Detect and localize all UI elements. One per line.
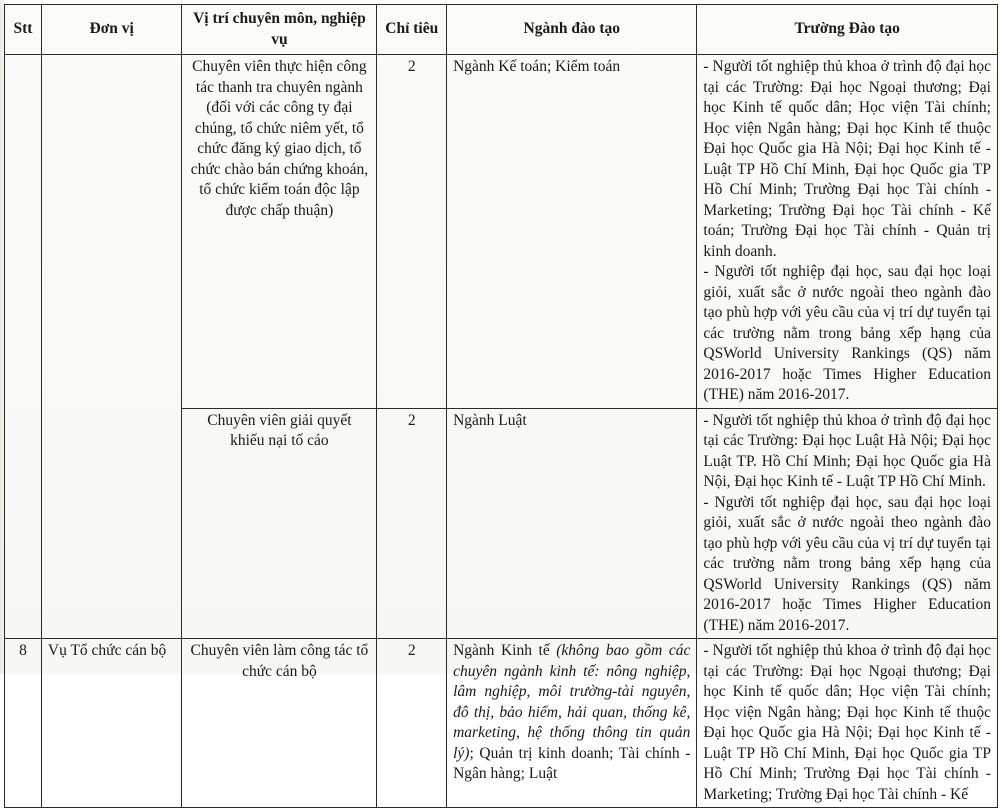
school-paragraph: - Người tốt nghiệp thủ khoa ở trình độ đại học tại các Trường: Đại học Ngoại thương; Đại học Kinh tế quốc dân; Học viện Tài chính; Học viện Ngân hàng; Đại học Kinh tế thuộc Đại học Quốc gia Hà Nội; Đại học Kinh tế - Luật TP Hồ Chí Minh, Đại học Quốc gia TP Hồ Chí Minh; Trường Đại học Tài chính - Marketing; Trường Đại học Tài chính - Kế: [703, 642, 991, 803]
header-row: [5, 5, 998, 55]
cell-position: Chuyên viên giải quyết khiếu nại tố cáo: [182, 408, 377, 639]
cell-position: Chuyên viên làm công tác tổ chức cán bộ: [182, 639, 377, 808]
header-unit: Đơn vị: [41, 5, 182, 55]
major-exclusion-note: (không bao gồm các chuyên ngành kinh tế: nông nghiệp, lâm nghiệp, môi trường-tài nguyên, đô thị, bảo hiểm, hải quan, thống kê, marketing, hệ thống thông tin quản lý): [453, 642, 691, 762]
recruitment-table: [4, 4, 998, 808]
school-paragraph: - Người tốt nghiệp thủ khoa ở trình độ đại học tại các Trường: Đại học Ngoại thương; Đại học Kinh tế quốc dân; Học viện Tài chính; Học viện Ngân hàng; Đại học Kinh tế thuộc Đại học Quốc gia Hà Nội; Đại học Kinh tế - Luật TP Hồ Chí Minh, Đại học Quốc gia TP Hồ Chí Minh; Trường Đại học Tài chính - Marketing; Trường Đại học Tài chính - Kế toán; Trường Đại học Tài chính - Quản trị kinh doanh.: [703, 58, 991, 260]
header-position: Vị trí chuyên môn, nghiệp vụ: [182, 5, 377, 55]
header-quota: Chỉ tiêu: [377, 5, 447, 55]
school-paragraph: - Người tốt nghiệp đại học, sau đại học loại giỏi, xuất sắc ở nước ngoài theo ngành đào tạo phù hợp với yêu cầu của vị trí dự tuyển tại các trường nằm trong bảng xếp hạng của QSWorld University Rankings (QS) năm 2016-2017 hoặc Times Higher Education (THE) năm 2016-2017.: [703, 263, 991, 403]
cell-position: Chuyên viên thực hiện công tác thanh tra chuyên ngành (đối với các công ty đại chúng, tổ chức niêm yết, tổ chức đăng ký giao dịch, tổ chức chào bán chứng khoán, tổ chức kiểm toán độc lập được chấp thuận): [182, 55, 377, 409]
cell-major: Ngành Kế toán; Kiểm toán: [447, 55, 697, 409]
cell-stt: 8: [5, 639, 42, 808]
cell-stt: [5, 55, 42, 639]
cell-school: [697, 639, 998, 808]
table-row: [5, 639, 998, 808]
major-lead-text: Ngành Kinh tế: [453, 642, 557, 659]
header-stt: Stt: [5, 5, 42, 55]
table-row: [5, 55, 998, 409]
cell-quota: 2: [377, 408, 447, 639]
cell-quota: 2: [377, 639, 447, 808]
school-paragraph: - Người tốt nghiệp đại học, sau đại học loại giỏi, xuất sắc ở nước ngoài theo ngành đào tạo phù hợp với yêu cầu của vị trí dự tuyển tại các trường nằm trong bảng xếp hạng của QSWorld University Rankings (QS) năm 2016-2017 hoặc Times Higher Education (THE) năm 2016-2017.: [703, 493, 991, 634]
cell-major: Ngành Luật: [447, 408, 697, 639]
major-tail-text: ; Quản trị kinh doanh; Tài chính - Ngân hàng; Luật: [453, 744, 691, 782]
table-body: [5, 55, 998, 808]
cell-quota: 2: [377, 55, 447, 409]
cell-major: [447, 639, 697, 808]
cell-unit: Vụ Tổ chức cán bộ: [41, 639, 182, 808]
header-major: Ngành đào tạo: [447, 5, 697, 55]
header-school: Trường Đào tạo: [697, 5, 998, 55]
cell-unit: [41, 55, 182, 639]
table-header: [5, 5, 998, 55]
school-paragraph: - Người tốt nghiệp thủ khoa ở trình độ đại học tại các Trường: Đại học Luật Hà Nội; Đại học Luật TP. Hồ Chí Minh; Đại học Quốc gia Hà Nội, Đại học Kinh tế - Luật TP Hồ Chí Minh.: [703, 411, 991, 490]
cell-school: [697, 408, 998, 639]
cell-school: [697, 55, 998, 409]
